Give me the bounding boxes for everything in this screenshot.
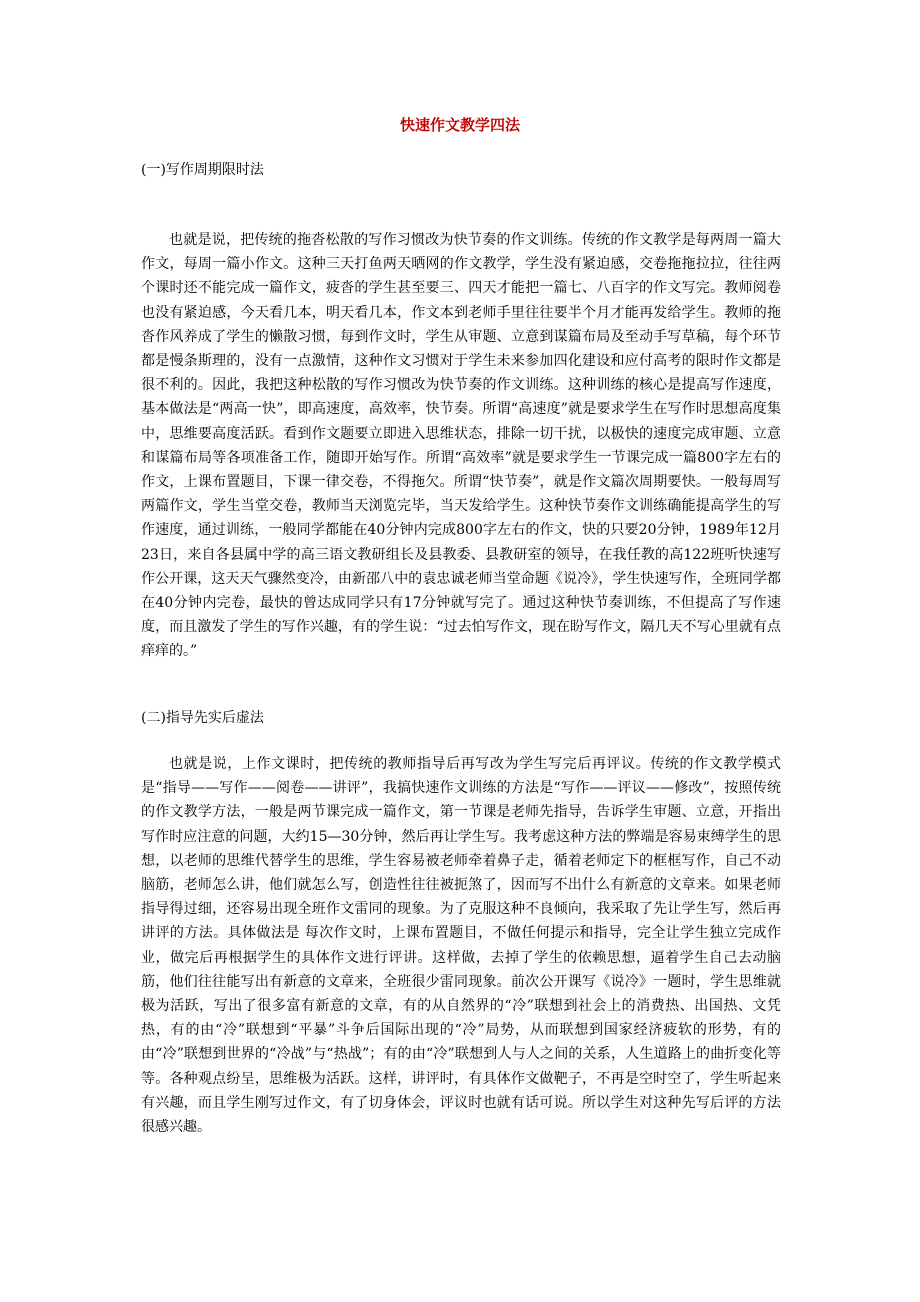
section-1-paragraph: 也就是说，把传统的拖沓松散的写作习惯改为快节奏的作文训练。传统的作文教学是每两周一篇大作文，每周一篇小作文。这种三天打鱼两天晒网的作文教学，学生没有紧迫感，交卷拖拖拉拉，往往两个课时还不能完成一篇作文，疲沓的学生甚至要三、四天才能把一篇七、八百字的作文写完。教师阅卷也没有紧迫感，今天看几本，明天看几本，作文本到老师手里往往要半个月才能再发给学生。教师的拖沓作风养成了学生的懒散习惯，每到作文时，学生从审题、立意到谋篇布局及至动手写草稿，每个环节都是慢条斯理的，没有一点激情，这种作文习惯对于学生未来参加四化建设和应付高考的限时作文都是很不利的。因此，我把这种松散的写作习惯改为快节奏的作文训练。这种训练的核心是提高写作速度，基本做法是“两高一快”，即高速度，高效率，快节奏。所谓“高速度”就是要求学生在写作时思想高度集中，思维要高度活跃。看到作文题要立即进入思维状态，排除一切干扰，以极快的速度完成审题、立意和谋篇布局等各项准备工作，随即开始写作。所谓“高效率”就是要求学生一节课完成一篇800字左右的作文，上课布置题目，下课一律交卷，不得拖欠。所谓“快节奏”，就是作文篇次周期要快。一般每周写两篇作文，学生当堂交卷，教师当天浏览完毕，当天发给学生。这种快节奏作文训练确能提高学生的写作速度，通过训练，一般同学都能在40分钟内完成800字左右的作文，快的只要20分钟，1989年12月23日，来自各县属中学的高三语文教研组长及县教委、县教研室的领导，在我任教的高122班听快速写作公开课，这天天气骤然变冷，由新邵八中的袁忠诚老师当堂命题《说冷》，学生快速写作，全班同学都在40分钟内完卷，最快的曾达成同学只有17分钟就写完了。通过这种快节奏训练，不但提高了写作速度，而且激发了学生的写作兴趣，有的学生说：“过去怕写作文，现在盼写作文，隔几天不写心里就有点痒痒的。”: [141, 232, 781, 660]
document-title: 快速作文教学四法: [399, 116, 520, 134]
section-1-heading: (一)写作周期限时法: [141, 162, 264, 178]
section-2-heading: (二)指导先实后虚法: [141, 710, 264, 726]
section-2-paragraph: 也就是说，上作文课时，把传统的教师指导后再写改为学生写完后再评议。传统的作文教学模式是“指导——写作——阅卷——讲评”，我搞快速作文训练的方法是“写作——评议——修改”，按照传统的作文教学方法，一般是两节课完成一篇作文，第一节课是老师先指导，告诉学生审题、立意，开指出写作时应注意的问题，大约15—30分钟，然后再让学生写。我考虑这种方法的弊端是容易束缚学生的思想，以老师的思维代替学生的思维，学生容易被老师牵着鼻子走，循着老师定下的框框写作，自己不动脑筋，老师怎么讲，他们就怎么写，创造性往往被扼煞了，因而写不出什么有新意的文章来。如果老师指导得过细，还容易出现全班作文雷同的现象。为了克服这种不良倾向，我采取了先让学生写，然后再讲评的方法。具体做法是 每次作文时，上课布置题目，不做任何提示和指导，完全让学生独立完成作业，做完后再根据学生的具体作文进行评讲。这样做，去掉了学生的依赖思想，逼着学生自己去动脑筋，他们往往能写出有新意的文章来，全班很少雷同现象。前次公开课写《说冷》一题时，学生思维就极为活跃，写出了很多富有新意的文章，有的从自然界的“冷”联想到社会上的消费热、出国热、文凭热，有的由“冷”联想到“平暴”斗争后国际出现的“冷”局势，从而联想到国家经济疲软的形势，有的由“冷”联想到世界的“冷战”与“热战”；有的由“冷”联想到人与人之间的关系，人生道路上的曲折变化等等。各种观点纷呈，思维极为活跃。这样，讲评时，有具体作文做靶子，不再是空时空了，学生听起来有兴趣，而且学生刚写过作文，有了切身体会，评议时也就有话可说。所以学生对这种先写后评的方法很感兴趣。: [141, 756, 781, 1136]
